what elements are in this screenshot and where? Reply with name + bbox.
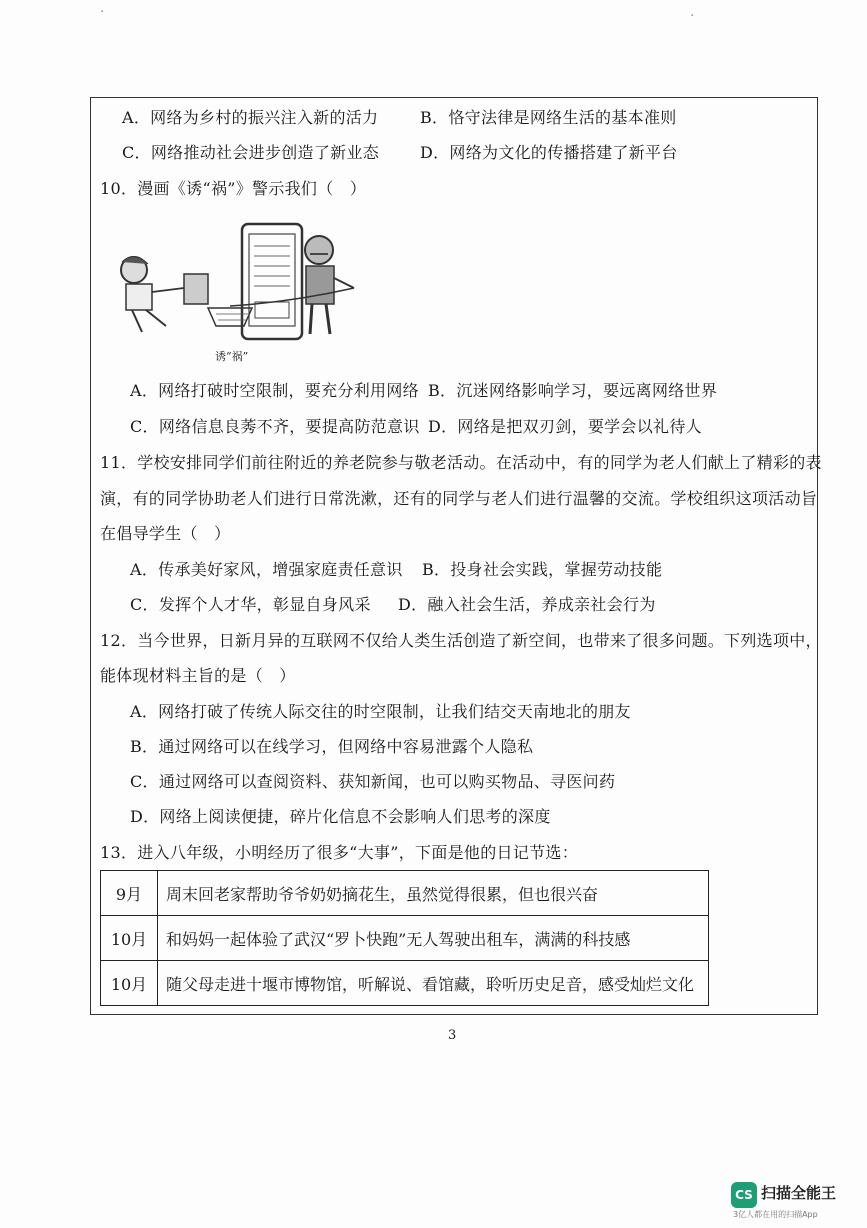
diary-row — [101, 871, 709, 916]
scan-mark: · — [690, 8, 695, 24]
q11-stem-line: 在倡导学生（ ） — [100, 524, 231, 543]
diary-entry: 和妈妈一起体验了武汉“罗卜快跑”无人驾驶出租车，满满的科技感 — [158, 916, 709, 961]
q10-option-a: A．网络打破时空限制，要充分利用网络 — [130, 381, 419, 400]
q12-stem-line: 12．当今世界，日新月异的互联网不仅给人类生活创造了新空间，也带来了很多问题。下列选项中， — [100, 631, 822, 650]
diary-month: 10月 — [101, 961, 158, 1006]
q13-stem: 13．进入八年级，小明经历了很多“大事”，下面是他的日记节选： — [100, 843, 579, 862]
q12-option-a: A．网络打破了传统人际交往的时空限制，让我们结交天南地北的朋友 — [130, 702, 631, 721]
diary-table — [100, 870, 709, 1006]
q10-option-d: D．网络是把双刃剑，要学会以礼待人 — [428, 417, 702, 436]
q10-option-b: B．沉迷网络影响学习，要远离网络世界 — [428, 381, 718, 400]
cartoon-caption: 诱“祸” — [215, 350, 249, 363]
scanner-watermark — [731, 1180, 855, 1220]
q10-stem: 10．漫画《诱“祸”》警示我们（ ） — [100, 179, 367, 198]
q11-option-a: A．传承美好家风，增强家庭责任意识 — [130, 560, 403, 579]
q12-option-c: C．通过网络可以查阅资料、获知新闻，也可以购买物品、寻医问药 — [130, 772, 616, 791]
camscanner-logo-icon: CS — [731, 1182, 757, 1208]
q12-option-b: B．通过网络可以在线学习，但网络中容易泄露个人隐私 — [130, 737, 534, 756]
q11-stem-line: 11．学校安排同学们前往附近的养老院参与敬老活动。在活动中，有的同学为老人们献上了精彩的表 — [100, 453, 822, 472]
diary-month: 9月 — [101, 871, 158, 916]
diary-entry: 周末回老家帮助爷爷奶奶摘花生，虽然觉得很累，但也很兴奋 — [158, 871, 709, 916]
q10-option-c: C．网络信息良莠不齐，要提高防范意识 — [130, 417, 420, 436]
q12-option-d: D．网络上阅读便捷，碎片化信息不会影响人们思考的深度 — [130, 807, 551, 826]
diary-month: 10月 — [101, 916, 158, 961]
q9-option-a: A．网络为乡村的振兴注入新的活力 — [122, 108, 379, 127]
q11-option-c: C．发挥个人才华，彰显自身风采 — [130, 595, 371, 614]
scan-mark: · — [100, 4, 105, 20]
q11-stem-line: 演，有的同学协助老人们进行日常洗漱，还有的同学与老人们进行温馨的交流。学校组织这项活动旨 — [100, 489, 818, 508]
diary-row — [101, 916, 709, 961]
q11-option-b: B．投身社会实践，掌握劳动技能 — [422, 560, 663, 579]
watermark-title: 扫描全能王 — [761, 1184, 837, 1202]
q11-option-d: D．融入社会生活，养成亲社会行为 — [398, 595, 656, 614]
q12-stem-line: 能体现材料主旨的是（ ） — [100, 666, 296, 685]
diary-row — [101, 961, 709, 1006]
watermark-subtitle: 3亿人都在用的扫描App — [733, 1210, 818, 1219]
q9-option-c: C．网络推动社会进步创造了新业态 — [122, 143, 380, 162]
diary-entry: 随父母走进十堰市博物馆，听解说、看馆藏，聆听历史足音，感受灿烂文化 — [158, 961, 709, 1006]
q9-option-b: B．恪守法律是网络生活的基本准则 — [420, 108, 677, 127]
cartoon-image — [112, 222, 377, 367]
q9-option-d: D．网络为文化的传播搭建了新平台 — [420, 143, 678, 162]
page-number: 3 — [448, 1028, 457, 1043]
